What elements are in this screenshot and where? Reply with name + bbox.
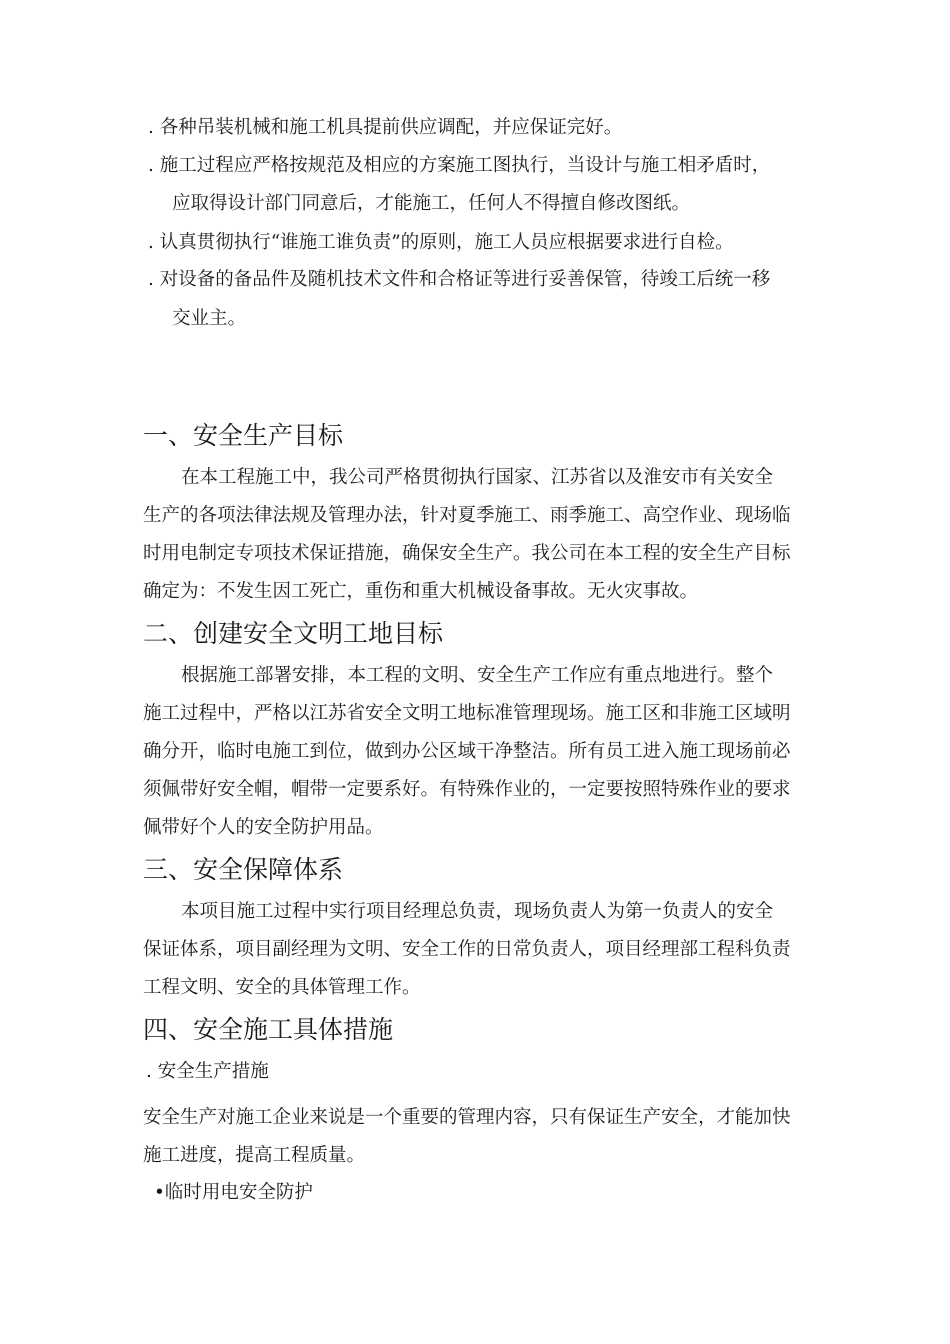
section-3-line-3: 工程文明、安全的具体管理工作。 <box>143 977 421 998</box>
intro-item-3: . 认真贯彻执行“谁施工谁负责”的原则，施工人员应根据要求进行自检。 <box>148 232 734 253</box>
section-4-sub-item: . 安全生产措施 <box>146 1061 269 1082</box>
section-2-line-3: 确分开，临时电施工到位，做到办公区域干净整洁。所有员工进入施工现场前必 <box>143 741 791 762</box>
section-3-line-2: 保证体系，项目副经理为文明、安全工作的日常负责人，项目经理部工程科负责 <box>143 939 791 960</box>
section-1-line-2: 生产的各项法律法规及管理办法，针对夏季施工、雨季施工、高空作业、现场临 <box>143 505 791 526</box>
section-heading-safety-goal: 一、安全生产目标 <box>143 421 344 450</box>
section-heading-safety-system: 三、安全保障体系 <box>143 855 344 884</box>
section-4-line-2: 施工进度，提高工程质量。 <box>143 1145 366 1166</box>
section-1-line-4: 确定为：不发生因工死亡，重伤和重大机械设备事故。无火灾事故。 <box>143 581 699 602</box>
section-heading-civilized-site-goal: 二、创建安全文明工地目标 <box>143 619 444 648</box>
section-4-bullet: •临时用电安全防护 <box>154 1182 313 1203</box>
section-4-line-1: 安全生产对施工企业来说是一个重要的管理内容，只有保证生产安全，才能加快 <box>143 1107 791 1128</box>
section-3-line-1: 本项目施工过程中实行项目经理总负责，现场负责人为第一负责人的安全 <box>181 901 774 922</box>
intro-item-4-line-1: . 对设备的备品件及随机技术文件和合格证等进行妥善保管，待竣工后统一移 <box>148 269 771 290</box>
section-1-line-1: 在本工程施工中，我公司严格贯彻执行国家、江苏省以及淮安市有关安全 <box>181 467 774 488</box>
intro-item-1: . 各种吊装机械和施工机具提前供应调配，并应保证完好。 <box>148 117 623 138</box>
section-2-line-2: 施工过程中，严格以江苏省安全文明工地标准管理现场。施工区和非施工区域明 <box>143 703 791 724</box>
intro-item-4-line-2: 交业主。 <box>172 308 247 329</box>
section-2-line-4: 须佩带好安全帽，帽带一定要系好。有特殊作业的，一定要按照特殊作业的要求 <box>143 779 791 800</box>
intro-item-2-line-1: . 施工过程应严格按规范及相应的方案施工图执行，当设计与施工相矛盾时， <box>148 155 771 176</box>
section-heading-safety-measures: 四、安全施工具体措施 <box>143 1015 394 1044</box>
intro-item-2-line-2: 应取得设计部门同意后，才能施工，任何人不得擅自修改图纸。 <box>172 193 691 214</box>
section-2-line-5: 佩带好个人的安全防护用品。 <box>143 817 384 838</box>
section-1-line-3: 时用电制定专项技术保证措施，确保安全生产。我公司在本工程的安全生产目标 <box>143 543 791 564</box>
section-2-line-1: 根据施工部署安排，本工程的文明、安全生产工作应有重点地进行。整个 <box>181 665 774 686</box>
